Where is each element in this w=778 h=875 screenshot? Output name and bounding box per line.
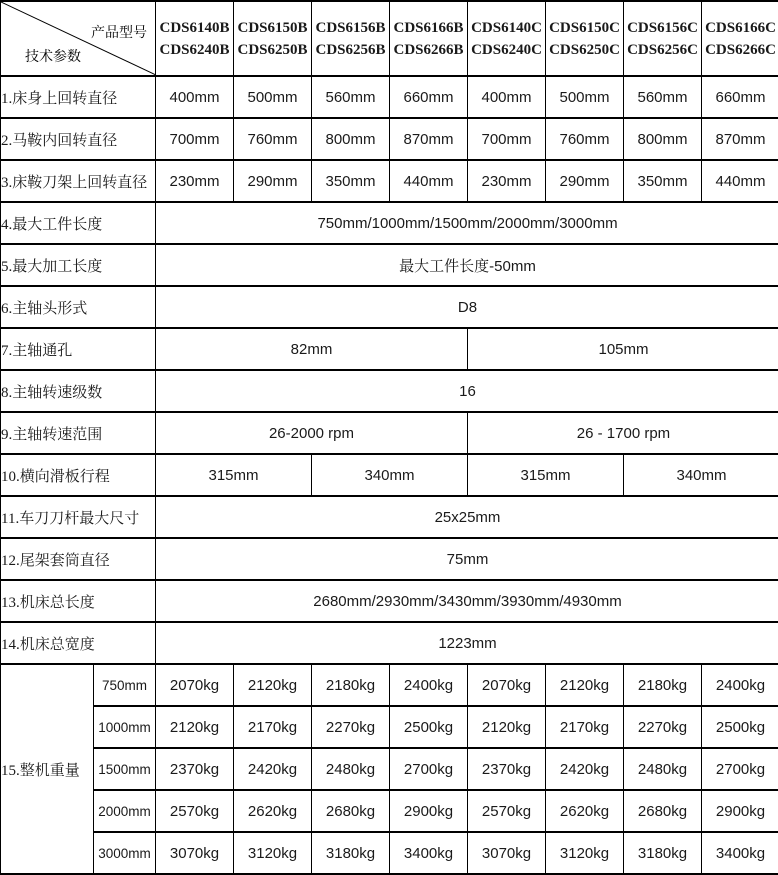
weight-value-cell: 2500kg	[702, 706, 778, 748]
spec-row	[1, 160, 778, 202]
weight-value-cell: 2480kg	[624, 748, 702, 790]
spec-value-cell: 500mm	[546, 76, 624, 118]
weight-subrow	[1, 664, 778, 706]
workpiece-length-cell: 3000mm	[94, 832, 156, 874]
spec-value-cell: 340mm	[624, 454, 778, 496]
model-header	[468, 1, 546, 76]
model-header	[156, 1, 234, 76]
weight-row-label: 15.整机重量	[1, 664, 94, 874]
spec-value-cell: 560mm	[312, 76, 390, 118]
spec-value-cell: 400mm	[156, 76, 234, 118]
spec-row	[1, 76, 778, 118]
weight-value-cell: 2900kg	[702, 790, 778, 832]
spec-value-cell: 105mm	[468, 328, 778, 370]
weight-value-cell: 2170kg	[234, 706, 312, 748]
spec-value-cell: 75mm	[156, 538, 778, 580]
spec-value-cell: 800mm	[312, 118, 390, 160]
model-header	[234, 1, 312, 76]
corner-cell	[1, 1, 156, 76]
spec-value-cell: 82mm	[156, 328, 468, 370]
weight-value-cell: 2570kg	[156, 790, 234, 832]
weight-value-cell: 3070kg	[156, 832, 234, 874]
spec-value-cell: 最大工件长度-50mm	[156, 244, 778, 286]
spec-value-cell: 290mm	[546, 160, 624, 202]
model-line2: CDS6240B	[156, 39, 233, 61]
spec-row	[1, 412, 778, 454]
spec-row-label: 7.主轴通孔	[1, 328, 156, 370]
spec-value-cell: 760mm	[546, 118, 624, 160]
model-line1: CDS6156C	[624, 17, 701, 39]
weight-value-cell: 2620kg	[234, 790, 312, 832]
spec-row	[1, 202, 778, 244]
spec-value-cell: 340mm	[312, 454, 468, 496]
weight-subrow	[1, 706, 778, 748]
spec-value-cell: 660mm	[390, 76, 468, 118]
weight-value-cell: 2620kg	[546, 790, 624, 832]
spec-row-label: 12.尾架套筒直径	[1, 538, 156, 580]
weight-value-cell: 2180kg	[312, 664, 390, 706]
spec-row	[1, 286, 778, 328]
spec-row-label: 9.主轴转速范围	[1, 412, 156, 454]
weight-value-cell: 2370kg	[468, 748, 546, 790]
model-line1: CDS6166B	[390, 17, 467, 39]
weight-value-cell: 2680kg	[624, 790, 702, 832]
weight-subrow	[1, 832, 778, 874]
weight-value-cell: 2070kg	[468, 664, 546, 706]
weight-value-cell: 2400kg	[390, 664, 468, 706]
weight-value-cell: 2270kg	[624, 706, 702, 748]
workpiece-length-cell: 1000mm	[94, 706, 156, 748]
spec-value-cell: 400mm	[468, 76, 546, 118]
spec-value-cell: 315mm	[156, 454, 312, 496]
spec-value-cell: 350mm	[312, 160, 390, 202]
spec-value-cell: 560mm	[624, 76, 702, 118]
weight-value-cell: 2400kg	[702, 664, 778, 706]
workpiece-length-cell: 750mm	[94, 664, 156, 706]
spec-value-cell: 440mm	[702, 160, 778, 202]
weight-value-cell: 2170kg	[546, 706, 624, 748]
spec-row-label: 14.机床总宽度	[1, 622, 156, 664]
weight-value-cell: 2570kg	[468, 790, 546, 832]
spec-row-label: 13.机床总长度	[1, 580, 156, 622]
weight-value-cell: 2120kg	[234, 664, 312, 706]
model-line1: CDS6166C	[702, 17, 778, 39]
model-line2: CDS6266B	[390, 39, 467, 61]
spec-row	[1, 244, 778, 286]
workpiece-length-cell: 1500mm	[94, 748, 156, 790]
spec-row	[1, 118, 778, 160]
weight-subrow	[1, 790, 778, 832]
weight-value-cell: 2120kg	[468, 706, 546, 748]
spec-value-cell: 750mm/1000mm/1500mm/2000mm/3000mm	[156, 202, 778, 244]
model-header	[546, 1, 624, 76]
spec-value-cell: 800mm	[624, 118, 702, 160]
weight-subrow	[1, 748, 778, 790]
spec-value-cell: 700mm	[468, 118, 546, 160]
model-header	[702, 1, 778, 76]
model-header	[624, 1, 702, 76]
weight-value-cell: 2270kg	[312, 706, 390, 748]
corner-tech-params-label: 技术参数	[25, 46, 81, 66]
spec-row	[1, 328, 778, 370]
model-line2: CDS6256B	[312, 39, 389, 61]
spec-value-cell: 26-2000 rpm	[156, 412, 468, 454]
weight-value-cell: 2070kg	[156, 664, 234, 706]
spec-row	[1, 496, 778, 538]
weight-value-cell: 2180kg	[624, 664, 702, 706]
model-line2: CDS6250C	[546, 39, 623, 61]
weight-value-cell: 2480kg	[312, 748, 390, 790]
weight-value-cell: 2120kg	[546, 664, 624, 706]
weight-value-cell: 2700kg	[390, 748, 468, 790]
weight-value-cell: 3120kg	[546, 832, 624, 874]
model-line1: CDS6140B	[156, 17, 233, 39]
model-line2: CDS6256C	[624, 39, 701, 61]
spec-row	[1, 370, 778, 412]
corner-product-model-label: 产品型号	[91, 22, 147, 42]
spec-value-cell: 230mm	[468, 160, 546, 202]
model-header	[390, 1, 468, 76]
spec-value-cell: 315mm	[468, 454, 624, 496]
spec-value-cell: 16	[156, 370, 778, 412]
workpiece-length-cell: 2000mm	[94, 790, 156, 832]
model-line1: CDS6150C	[546, 17, 623, 39]
model-line2: CDS6250B	[234, 39, 311, 61]
spec-row-label: 8.主轴转速级数	[1, 370, 156, 412]
spec-value-cell: 870mm	[702, 118, 778, 160]
model-line1: CDS6156B	[312, 17, 389, 39]
spec-value-cell: 660mm	[702, 76, 778, 118]
spec-row-label: 4.最大工件长度	[1, 202, 156, 244]
model-line1: CDS6150B	[234, 17, 311, 39]
weight-value-cell: 2900kg	[390, 790, 468, 832]
spec-row-label: 10.横向滑板行程	[1, 454, 156, 496]
weight-value-cell: 3120kg	[234, 832, 312, 874]
spec-row	[1, 580, 778, 622]
spec-value-cell: 1223mm	[156, 622, 778, 664]
spec-value-cell: 700mm	[156, 118, 234, 160]
weight-value-cell: 2500kg	[390, 706, 468, 748]
spec-value-cell: 25x25mm	[156, 496, 778, 538]
spec-row-label: 6.主轴头形式	[1, 286, 156, 328]
model-header	[312, 1, 390, 76]
spec-value-cell: D8	[156, 286, 778, 328]
spec-value-cell: 760mm	[234, 118, 312, 160]
model-line1: CDS6140C	[468, 17, 545, 39]
spec-value-cell: 500mm	[234, 76, 312, 118]
weight-value-cell: 2420kg	[546, 748, 624, 790]
spec-row-label: 1.床身上回转直径	[1, 76, 156, 118]
weight-value-cell: 2120kg	[156, 706, 234, 748]
spec-row-label: 2.马鞍内回转直径	[1, 118, 156, 160]
weight-value-cell: 2700kg	[702, 748, 778, 790]
weight-value-cell: 2680kg	[312, 790, 390, 832]
spec-value-cell: 290mm	[234, 160, 312, 202]
spec-value-cell: 440mm	[390, 160, 468, 202]
spec-row	[1, 538, 778, 580]
spec-value-cell: 230mm	[156, 160, 234, 202]
weight-value-cell: 2370kg	[156, 748, 234, 790]
model-line2: CDS6240C	[468, 39, 545, 61]
spec-value-cell: 26 - 1700 rpm	[468, 412, 778, 454]
weight-value-cell: 3400kg	[390, 832, 468, 874]
spec-row	[1, 622, 778, 664]
spec-value-cell: 350mm	[624, 160, 702, 202]
spec-value-cell: 870mm	[390, 118, 468, 160]
weight-value-cell: 3400kg	[702, 832, 778, 874]
spec-value-cell: 2680mm/2930mm/3430mm/3930mm/4930mm	[156, 580, 778, 622]
spec-row-label: 5.最大加工长度	[1, 244, 156, 286]
spec-row	[1, 454, 778, 496]
spec-row-label: 11.车刀刀杆最大尺寸	[1, 496, 156, 538]
weight-value-cell: 3180kg	[624, 832, 702, 874]
header-row	[1, 1, 778, 76]
model-line2: CDS6266C	[702, 39, 778, 61]
weight-value-cell: 3180kg	[312, 832, 390, 874]
weight-value-cell: 2420kg	[234, 748, 312, 790]
spec-row-label: 3.床鞍刀架上回转直径	[1, 160, 156, 202]
weight-value-cell: 3070kg	[468, 832, 546, 874]
